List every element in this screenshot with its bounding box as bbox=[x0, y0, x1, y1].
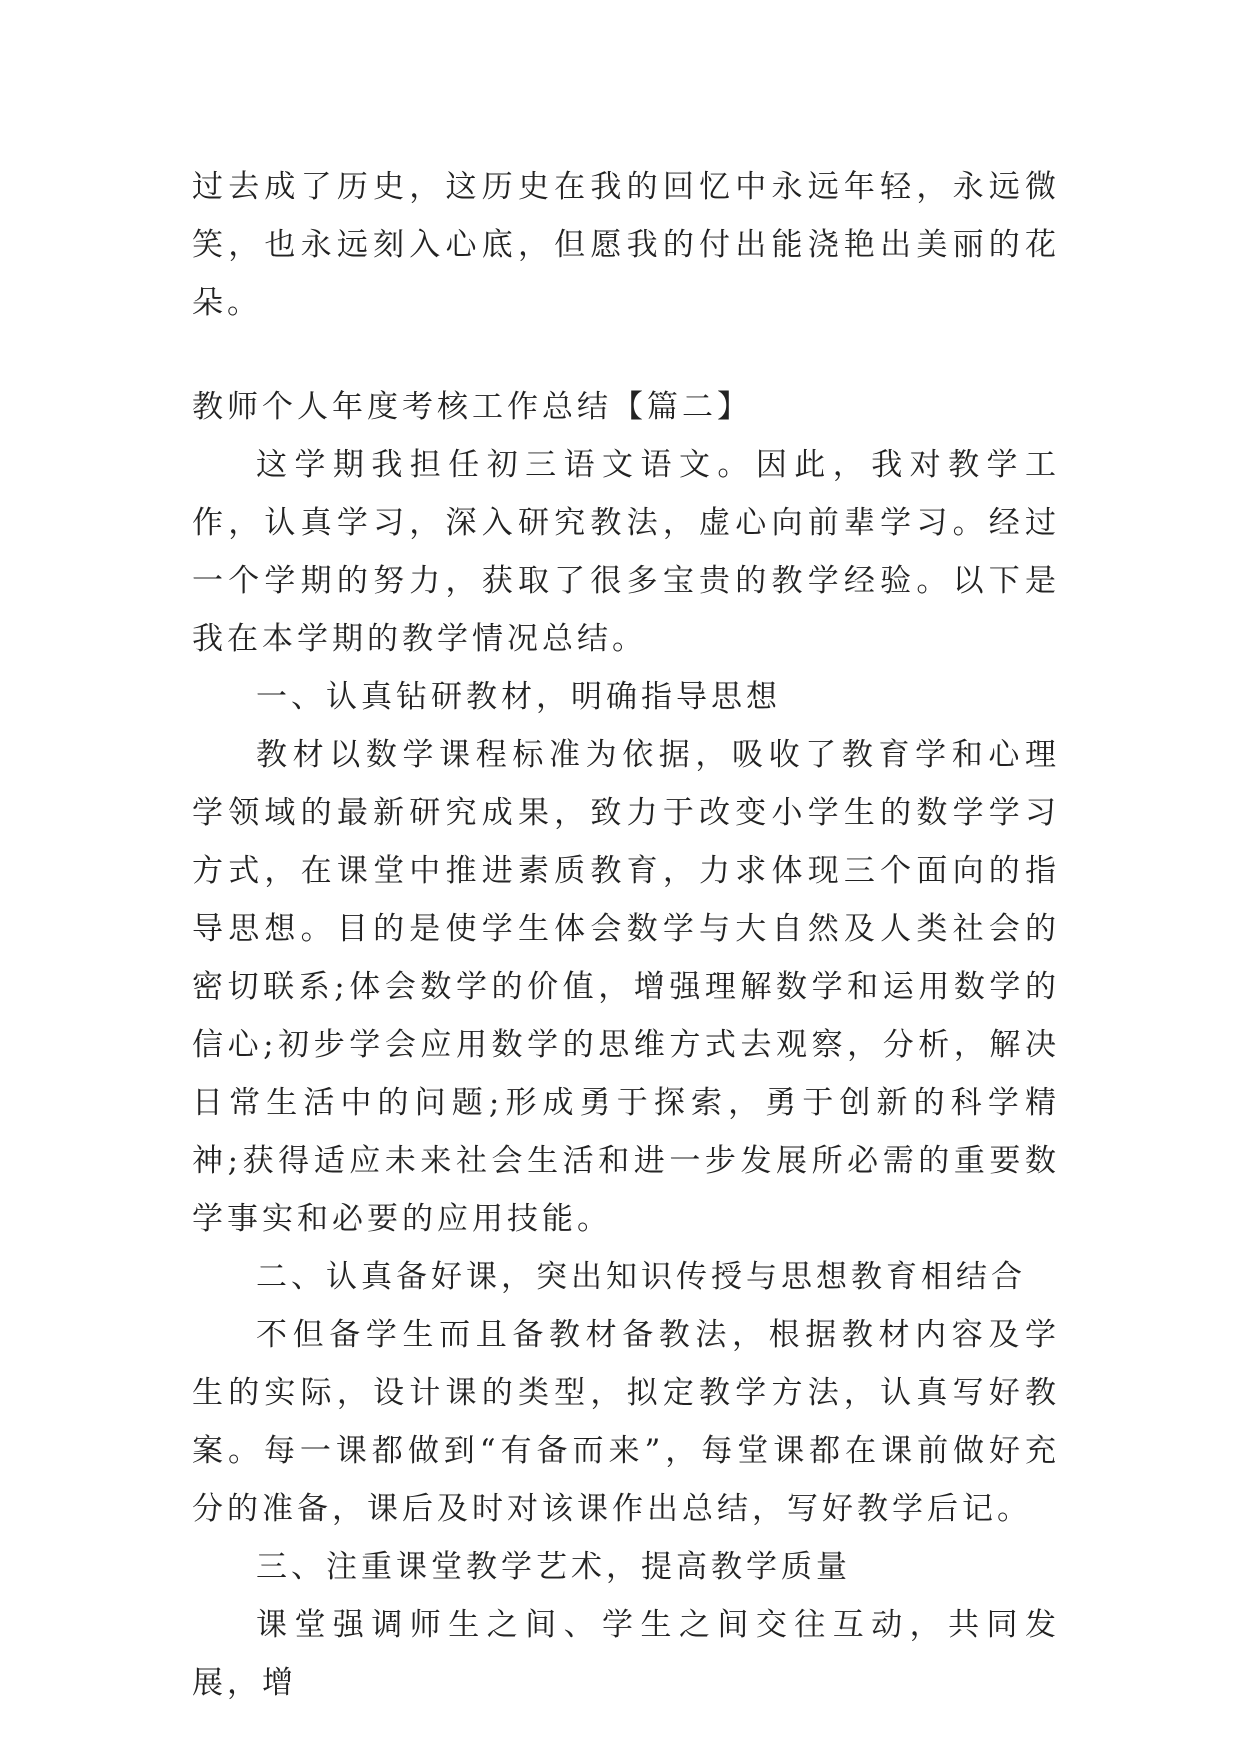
heading-three: 三、注重课堂教学艺术，提高教学质量 bbox=[256, 1549, 851, 1585]
intro-paragraph: 过去成了历史，这历史在我的回忆中永远年轻，永远微笑，也永远刻入心底，但愿我的付出能浇艳出美丽的花朵。 bbox=[192, 169, 1060, 321]
paragraph-opening: 这学期我担任初三语文语文。因此，我对教学工作，认真学习，深入研究教法，虚心向前辈学习。经过一个学期的努力，获取了很多宝贵的教学经验。以下是我在本学期的教学情况总结。 bbox=[192, 447, 1060, 657]
heading-one: 一、认真钻研教材，明确指导思想 bbox=[256, 679, 781, 715]
paragraph-classroom: 课堂强调师生之间、学生之间交往互动，共同发展，增 bbox=[192, 1607, 1060, 1701]
section-title: 教师个人年度考核工作总结【篇二】 bbox=[192, 389, 752, 425]
paragraph-textbook: 教材以数学课程标准为依据，吸收了教育学和心理学领域的最新研究成果，致力于改变小学生的数学学习方式，在课堂中推进素质教育，力求体现三个面向的指导思想。目的是使学生体会数学与大自然及人类社会的密切联系;体会数学的价值，增强理解数学和运用数学的信心;初步学会应用数学的思维方式去观察，分析，解决日常生活中的问题;形成勇于探索，勇于创新的科学精神;获得适应未来社会生活和进一步发展所必需的重要数学事实和必要的应用技能。 bbox=[192, 737, 1060, 1237]
document-body bbox=[192, 158, 1060, 1712]
heading-two: 二、认真备好课，突出知识传授与思想教育相结合 bbox=[256, 1259, 1026, 1295]
paragraph-lesson-prep: 不但备学生而且备教材备教法，根据教材内容及学生的实际，设计课的类型，拟定教学方法，认真写好教案。每一课都做到“有备而来”，每堂课都在课前做好充分的准备，课后及时对该课作出总结，写好教学后记。 bbox=[192, 1317, 1060, 1527]
